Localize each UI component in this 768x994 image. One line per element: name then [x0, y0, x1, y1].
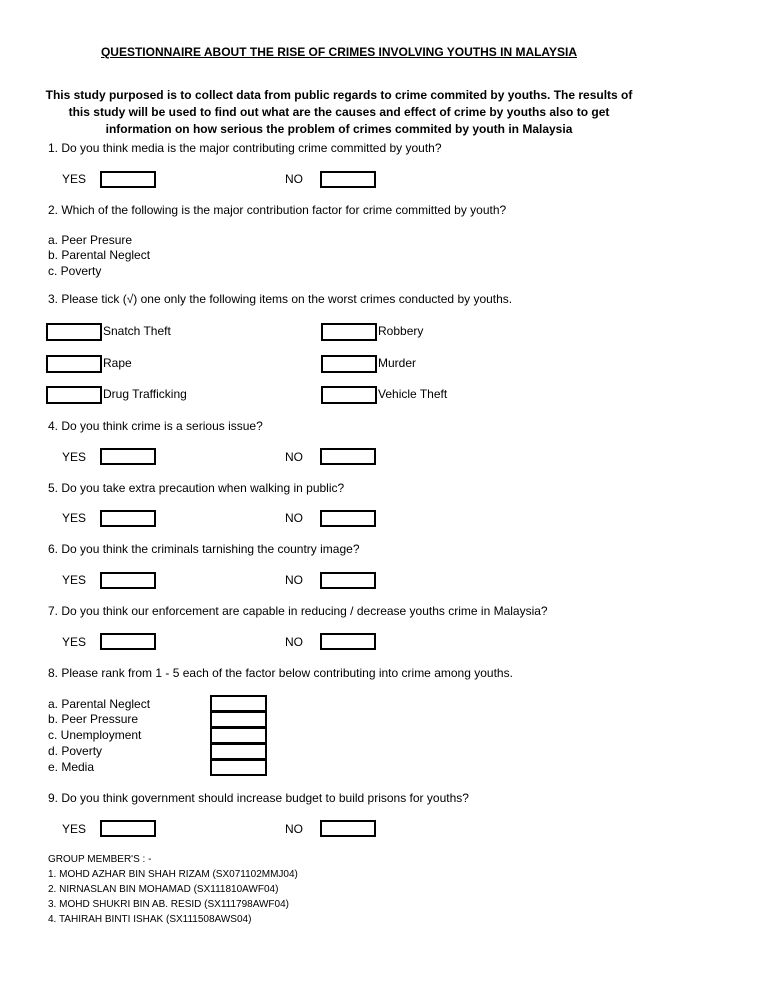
- q6-no-label: NO: [285, 573, 303, 587]
- rank-box-poverty[interactable]: [210, 743, 267, 760]
- rank-box-media[interactable]: [210, 759, 267, 776]
- member-4: 4. TAHIRAH BINTI ISHAK (SX111508AWS04): [48, 914, 252, 925]
- q9-yes-label: YES: [62, 822, 87, 836]
- drug-trafficking-checkbox[interactable]: [46, 386, 102, 404]
- drug-trafficking-label: Drug Trafficking: [103, 387, 187, 401]
- q8-option-d: d. Poverty: [48, 744, 103, 758]
- member-2: 2. NIRNASLAN BIN MOHAMAD (SX111810AWF04): [48, 884, 279, 895]
- q5-yes-box[interactable]: [100, 510, 156, 527]
- question-8: 8. Please rank from 1 - 5 each of the factor below contributing into crime among youths.: [48, 666, 513, 680]
- q8-option-e: e. Media: [48, 760, 95, 774]
- snatch-theft-checkbox[interactable]: [46, 323, 102, 341]
- member-3: 3. MOHD SHUKRI BIN AB. RESID (SX111798AWF04): [48, 899, 289, 910]
- q8-option-b: b. Peer Pressure: [48, 712, 139, 726]
- q7-no-label: NO: [285, 635, 303, 649]
- rank-box-parental-neglect[interactable]: [210, 695, 267, 712]
- q9-no-label: NO: [285, 822, 303, 836]
- question-3: 3. Please tick (√) one only the following items on the worst crimes conducted by youths.: [48, 292, 513, 306]
- q1-yes-label: YES: [62, 172, 87, 186]
- question-5: 5. Do you take extra precaution when walking in public?: [48, 481, 345, 495]
- question-7: 7. Do you think our enforcement are capable in reducing / decrease youths crime in Malaysia?: [48, 604, 548, 618]
- question-1: 1. Do you think media is the major contributing crime committed by youth?: [48, 141, 442, 155]
- q2-option-b: b. Parental Neglect: [48, 248, 151, 262]
- group-heading: GROUP MEMBER'S : -: [48, 854, 152, 865]
- vehicle-theft-label: Vehicle Theft: [378, 387, 448, 401]
- question-2: 2. Which of the following is the major contribution factor for crime committed by youth?: [48, 203, 507, 217]
- q9-no-box[interactable]: [320, 820, 376, 837]
- q4-no-box[interactable]: [320, 448, 376, 465]
- q4-no-label: NO: [285, 450, 303, 464]
- q7-yes-label: YES: [62, 635, 87, 649]
- q1-no-label: NO: [285, 172, 303, 186]
- q8-option-a: a. Parental Neglect: [48, 697, 151, 711]
- intro-paragraph: This study purposed is to collect data from public regards to crime commited by youths. The results of this study will be used to find out what are the causes and effect of crime by youths also to get information on how serious the problem of crimes commited by youth in Malaysia: [45, 88, 633, 136]
- q6-yes-label: YES: [62, 573, 87, 587]
- rape-checkbox[interactable]: [46, 355, 102, 373]
- robbery-label: Robbery: [378, 324, 424, 338]
- q4-yes-box[interactable]: [100, 448, 156, 465]
- member-1: 1. MOHD AZHAR BIN SHAH RIZAM (SX071102MMJ04): [48, 869, 298, 880]
- q9-yes-box[interactable]: [100, 820, 156, 837]
- robbery-checkbox[interactable]: [321, 323, 377, 341]
- snatch-theft-label: Snatch Theft: [103, 324, 171, 338]
- q1-yes-box[interactable]: [100, 171, 156, 188]
- murder-label: Murder: [378, 356, 417, 370]
- document-title: QUESTIONNAIRE ABOUT THE RISE OF CRIMES INVOLVING YOUTHS IN MALAYSIA: [100, 45, 578, 59]
- vehicle-theft-checkbox[interactable]: [321, 386, 377, 404]
- q5-yes-label: YES: [62, 511, 87, 525]
- q6-yes-box[interactable]: [100, 572, 156, 589]
- q6-no-box[interactable]: [320, 572, 376, 589]
- rank-box-unemployment[interactable]: [210, 727, 267, 744]
- question-6: 6. Do you think the criminals tarnishing the country image?: [48, 542, 360, 556]
- q4-yes-label: YES: [62, 450, 87, 464]
- q1-no-box[interactable]: [320, 171, 376, 188]
- q5-no-box[interactable]: [320, 510, 376, 527]
- q8-option-c: c. Unemployment: [48, 728, 142, 742]
- q2-option-c: c. Poverty: [48, 264, 102, 278]
- rank-box-peer-pressure[interactable]: [210, 711, 267, 728]
- q7-no-box[interactable]: [320, 633, 376, 650]
- question-4: 4. Do you think crime is a serious issue?: [48, 419, 263, 433]
- q7-yes-box[interactable]: [100, 633, 156, 650]
- question-9: 9. Do you think government should increase budget to build prisons for youths?: [48, 791, 469, 805]
- q2-option-a: a. Peer Presure: [48, 233, 133, 247]
- murder-checkbox[interactable]: [321, 355, 377, 373]
- q5-no-label: NO: [285, 511, 303, 525]
- rape-label: Rape: [103, 356, 132, 370]
